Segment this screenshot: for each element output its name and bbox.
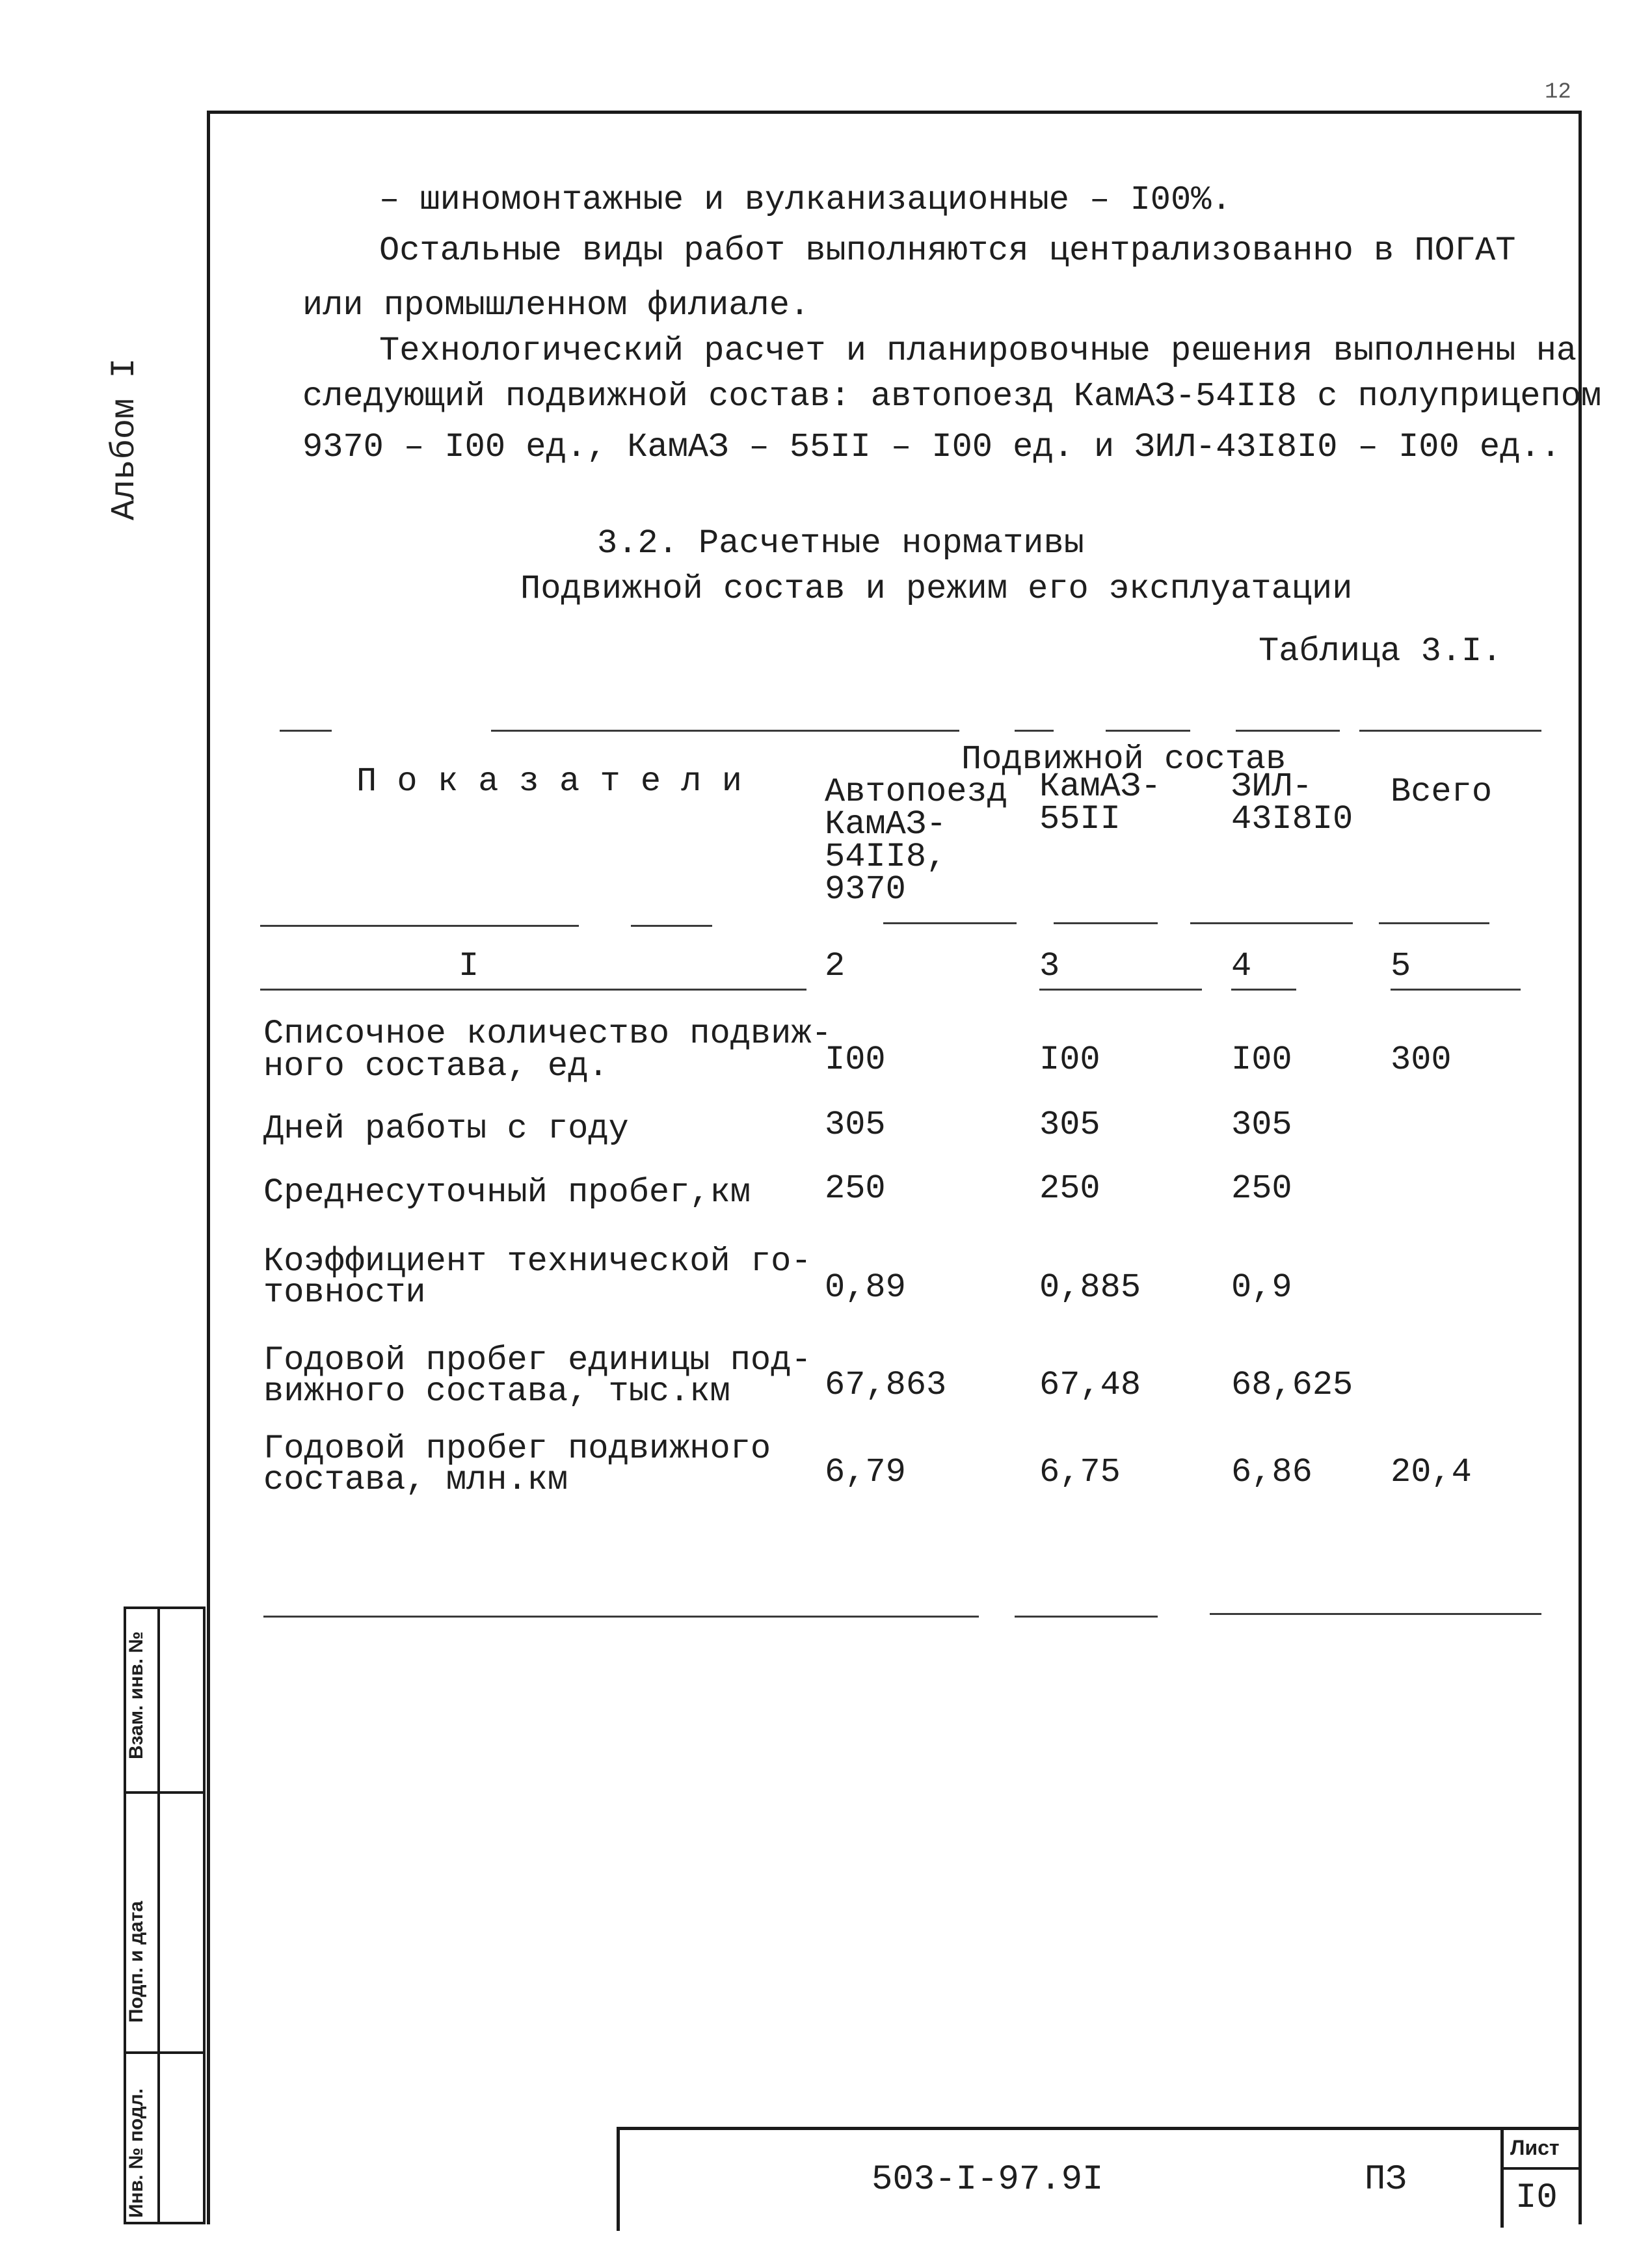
stamp-replacement-inv: Взам. инв. № <box>126 1631 147 1759</box>
colnum-rule-4 <box>1391 989 1521 991</box>
row4-label-line1: Коэффициент технической го- <box>263 1242 812 1281</box>
row2-value-col4: 305 <box>1231 1106 1292 1144</box>
row5-value-col4: 68,625 <box>1231 1366 1353 1404</box>
row1-label-line1: Списочное количество подвиж- <box>263 1015 832 1053</box>
row6-value-col3: 6,75 <box>1039 1453 1121 1491</box>
row6-value-col2: 6,79 <box>825 1453 906 1491</box>
table-top-rule-5 <box>1236 730 1340 732</box>
col-number-2: 2 <box>825 947 846 985</box>
row3-value-col2: 250 <box>825 1169 886 1208</box>
header-bottom-rule-1 <box>260 925 579 927</box>
section-subheading: Подвижной состав и режим его эксплуатации <box>520 570 1353 608</box>
body-line-1: – шиномонтажные и вулканизационные – I00%. <box>379 181 1232 219</box>
row4-value-col3: 0,885 <box>1039 1268 1141 1307</box>
side-stamp-divider-1 <box>126 1791 203 1794</box>
header-col2-line2: КамАЗ- <box>825 805 947 844</box>
body-line-6: 9370 – I00 ед., КамАЗ – 55II – I00 ед. и ЗИЛ-43I8I0 – I00 ед.. <box>302 428 1561 466</box>
col-number-3: 3 <box>1039 947 1060 985</box>
row3-value-col4: 250 <box>1231 1169 1292 1208</box>
album-label: Альбом I <box>105 358 144 520</box>
body-line-2: Остальные виды работ выполняются централизованно в ПОГАТ <box>379 232 1516 270</box>
frame-top <box>207 111 1582 114</box>
row5-value-col2: 67,863 <box>825 1366 947 1404</box>
row1-value-col4: I00 <box>1231 1041 1292 1079</box>
header-col2-line3: 54II8, <box>825 838 947 876</box>
row6-value-col5: 20,4 <box>1391 1453 1472 1491</box>
row4-value-col4: 0,9 <box>1231 1268 1292 1307</box>
col-number-1: I <box>459 947 479 985</box>
sheet-label: Лист <box>1510 2136 1560 2159</box>
header-col2-line4: 9370 <box>825 870 906 909</box>
row1-label-line2: ного состава, ед. <box>263 1047 609 1086</box>
row2-value-col3: 305 <box>1039 1106 1100 1144</box>
header-col2-line1: Автопоезд <box>825 773 1007 811</box>
doc-type: ПЗ <box>1365 2160 1407 2200</box>
header-col5: Всего <box>1391 773 1493 811</box>
header-col3-line1: КамАЗ- <box>1039 767 1162 806</box>
header-bottom-rule-5 <box>1190 922 1353 924</box>
row6-value-col4: 6,86 <box>1231 1453 1312 1491</box>
colnum-rule-3 <box>1231 989 1296 991</box>
table-bottom-rule-2 <box>1015 1616 1158 1618</box>
side-stamp-divider-v <box>157 1609 160 2222</box>
body-line-4: Технологический расчет и планировочные решения выполнены на <box>379 332 1577 370</box>
header-bottom-rule-3 <box>883 922 1017 924</box>
col-number-5: 5 <box>1391 947 1411 985</box>
row5-label-line2: вижного состава, тыс.км <box>263 1372 730 1411</box>
body-line-5: следующий подвижной состав: автопоезд КамАЗ-54II8 с полуприцепом <box>302 377 1602 416</box>
stamp-original-inv: Инв. № подл. <box>126 2088 147 2218</box>
body-line-3: или промышленном филиале. <box>302 286 810 325</box>
row3-value-col3: 250 <box>1039 1169 1100 1208</box>
table-bottom-rule-3 <box>1210 1613 1541 1615</box>
section-heading: 3.2. Расчетные нормативы <box>597 524 1084 563</box>
colnum-rule-2 <box>1039 989 1202 991</box>
sheet-number: I0 <box>1515 2178 1558 2218</box>
sheet-box-divider <box>1504 2167 1582 2170</box>
row5-value-col3: 67,48 <box>1039 1366 1141 1404</box>
row6-label-line1: Годовой пробег подвижного <box>263 1430 771 1468</box>
row5-label-line1: Годовой пробег единицы под- <box>263 1341 812 1380</box>
side-stamp-divider-2 <box>126 2051 203 2054</box>
table-caption: Таблица 3.I. <box>1259 632 1502 671</box>
colnum-rule-1 <box>260 989 806 991</box>
stamp-signature-date: Подп. и дата <box>126 1900 147 2023</box>
row1-value-col3: I00 <box>1039 1041 1100 1079</box>
header-bottom-rule-2 <box>631 925 712 927</box>
table-top-rule-6 <box>1359 730 1541 732</box>
table-top-rule-3 <box>1015 730 1054 732</box>
header-col4-line2: 43I8I0 <box>1231 800 1353 838</box>
row3-label: Среднесуточный пробег,км <box>263 1173 751 1212</box>
doc-code: 503-I-97.9I <box>872 2160 1104 2200</box>
corner-page-number: 12 <box>1545 80 1571 105</box>
row6-label-line2: состава, млн.км <box>263 1461 568 1499</box>
table-top-rule-4 <box>1106 730 1190 732</box>
header-bottom-rule-6 <box>1379 922 1489 924</box>
header-group: Подвижной состав <box>961 740 1286 779</box>
header-col4-line1: ЗИЛ- <box>1231 767 1312 806</box>
header-indicators: П о к а з а т е л и <box>356 762 742 801</box>
row1-value-col2: I00 <box>825 1041 886 1079</box>
row2-label: Дней работы с году <box>263 1110 629 1148</box>
table-bottom-rule-1 <box>263 1616 979 1618</box>
header-col3-line2: 55II <box>1039 800 1121 838</box>
table-top-rule-2 <box>491 730 959 732</box>
frame-right <box>1579 111 1582 2224</box>
row4-label-line2: товности <box>263 1273 426 1312</box>
table-top-rule <box>280 730 332 732</box>
frame-left <box>207 111 210 2224</box>
row1-value-col5: 300 <box>1391 1041 1452 1079</box>
row4-value-col2: 0,89 <box>825 1268 906 1307</box>
header-bottom-rule-4 <box>1054 922 1158 924</box>
row2-value-col2: 305 <box>825 1106 886 1144</box>
col-number-4: 4 <box>1231 947 1252 985</box>
